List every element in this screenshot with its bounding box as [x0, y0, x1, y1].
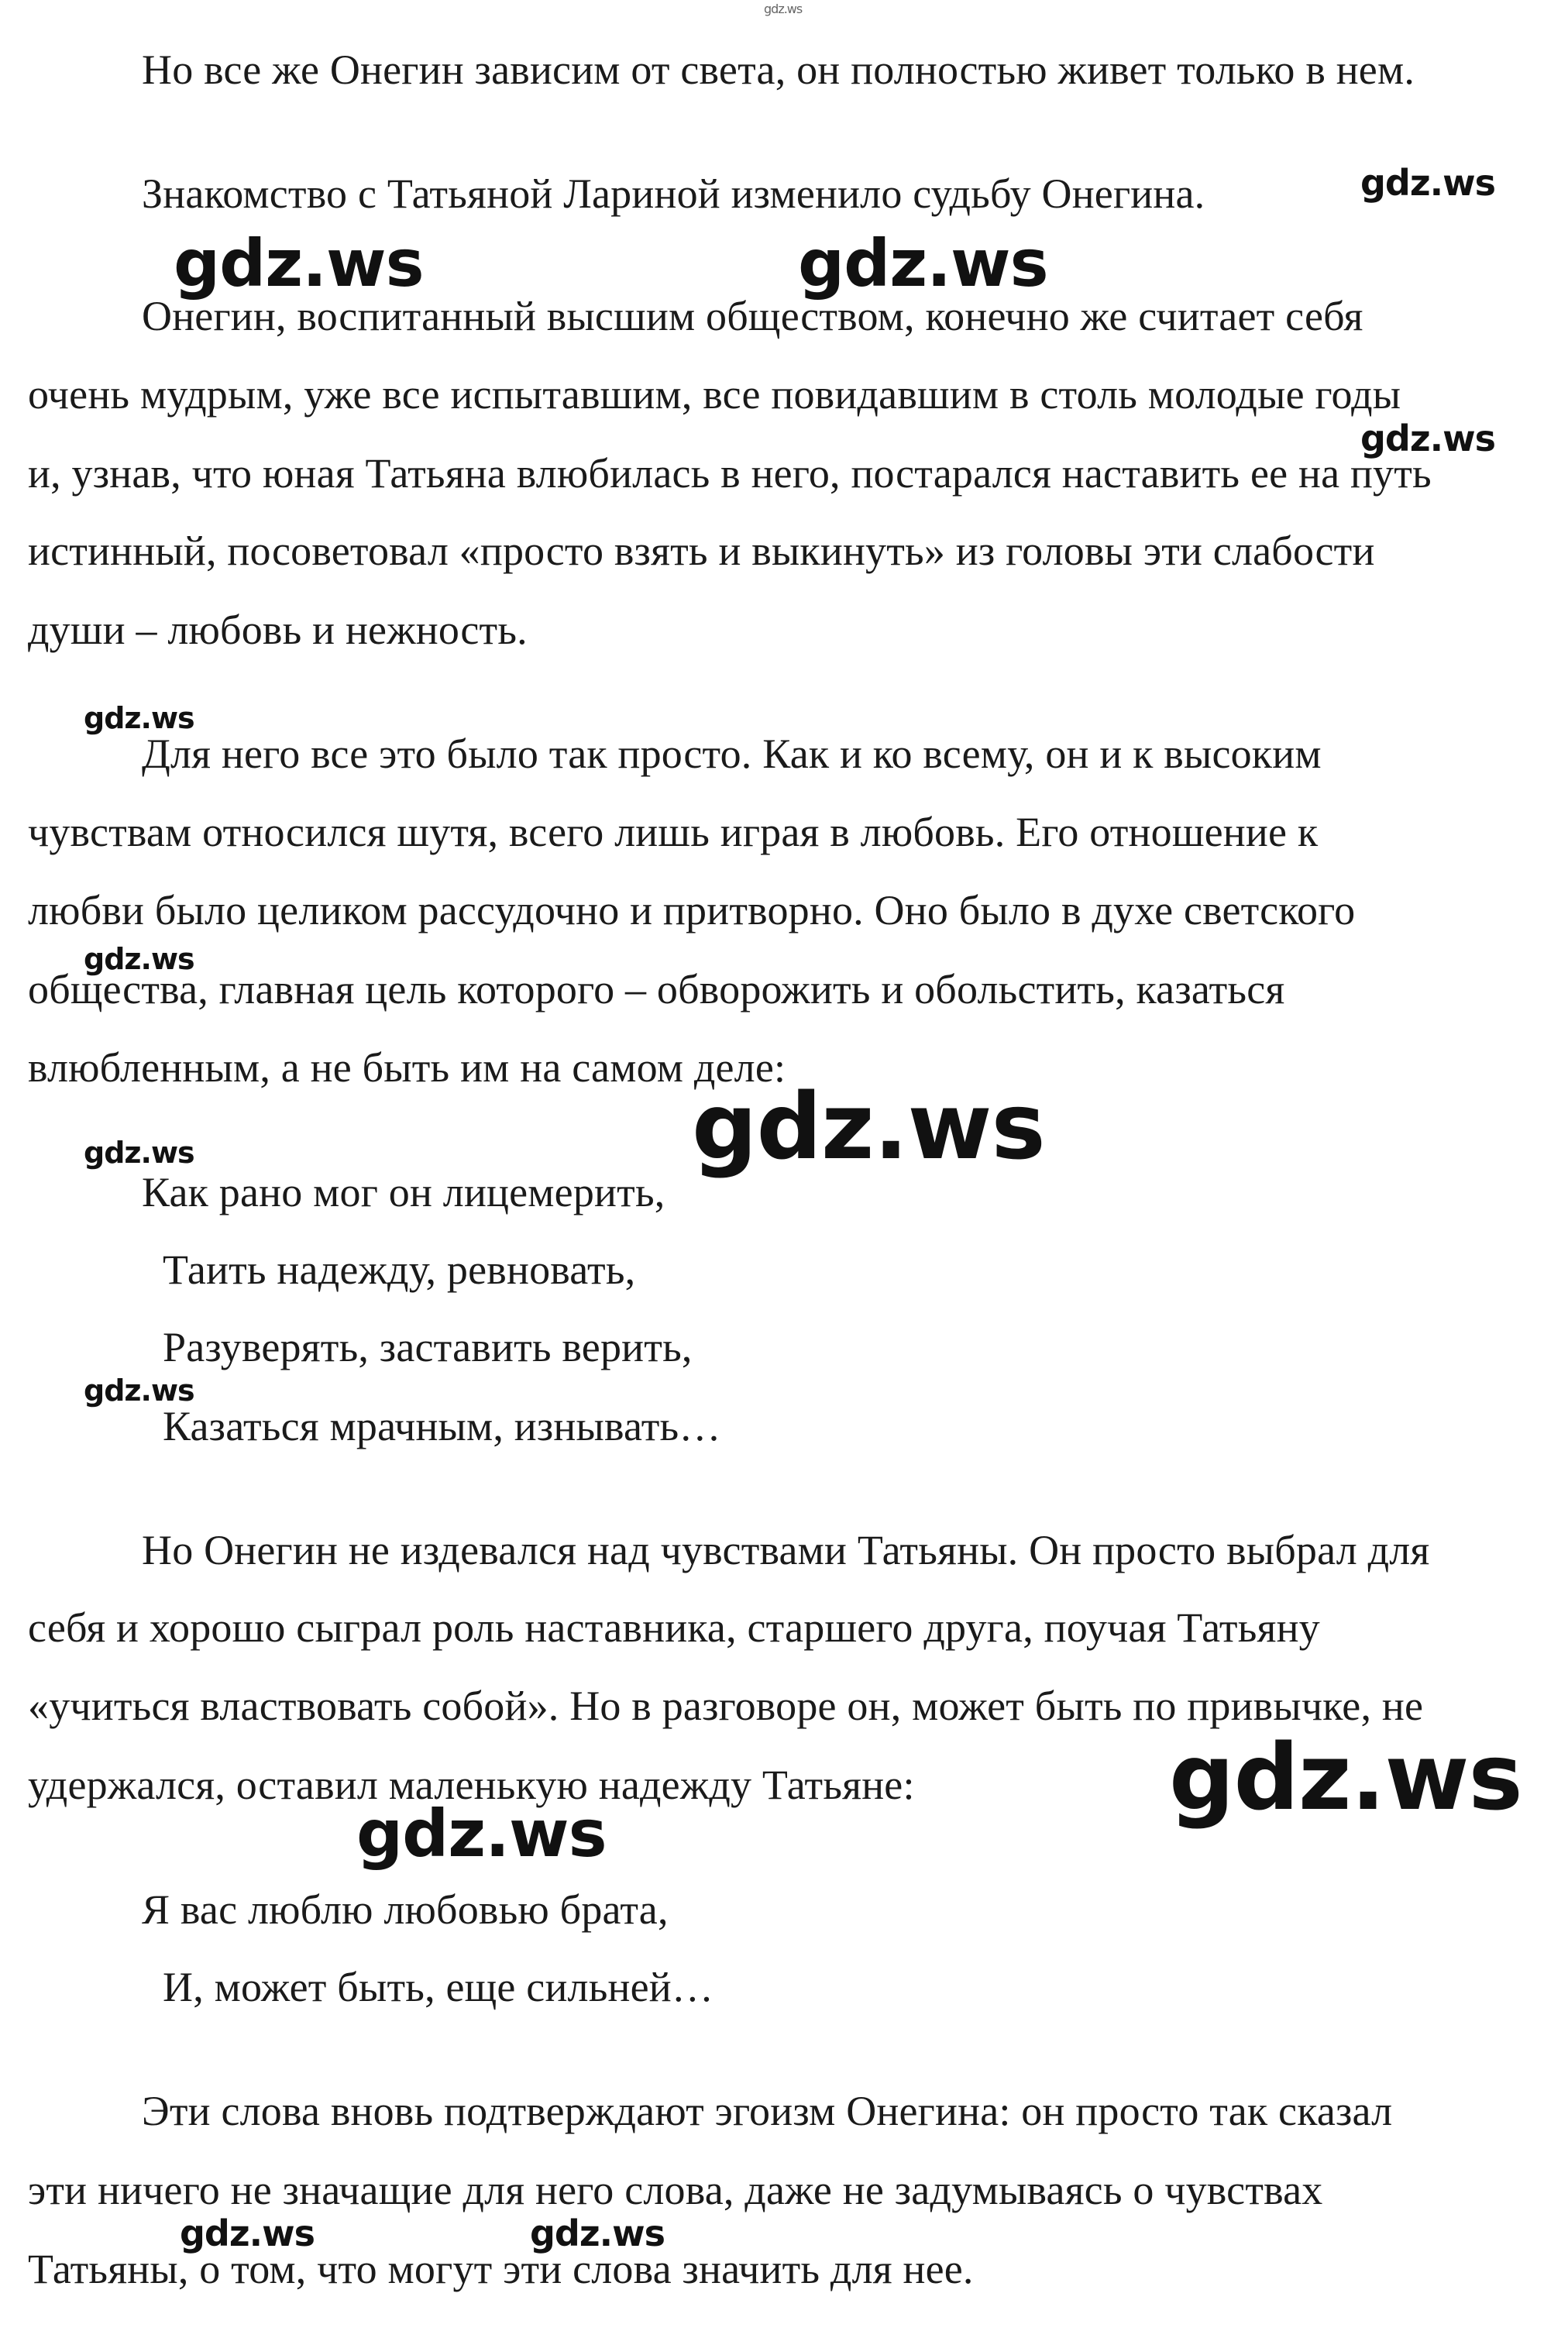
watermark: gdz.ws	[84, 1136, 194, 1170]
watermark: gdz.ws	[1360, 418, 1495, 459]
poem-1-line-4: Казаться мрачным, изнывать…	[163, 1403, 721, 1449]
watermark: gdz.ws	[530, 2212, 665, 2254]
paragraph-4-line-3: любви было целиком рассудочно и притворно. Оно было в духе светского	[28, 887, 1356, 933]
watermark: gdz.ws	[180, 2212, 315, 2254]
watermark: gdz.ws	[84, 942, 194, 976]
paragraph-4-line-1: Для него все это было так просто. Как и ко всему, он и к высоким	[142, 731, 1322, 777]
poem-2-line-1: Я вас люблю любовью брата,	[142, 1886, 669, 1933]
paragraph-3-line-2: очень мудрым, уже все испытавшим, все повидавшим в столь молодые годы	[28, 371, 1401, 418]
poem-2-line-2: И, может быть, еще сильней…	[163, 1964, 714, 2010]
paragraph-3-line-4: истинный, посоветовал «просто взять и выкинуть» из головы эти слабости	[28, 528, 1375, 574]
watermark: gdz.ws	[84, 701, 194, 735]
watermark: gdz.ws	[356, 1796, 607, 1872]
watermark: gdz.ws	[84, 1374, 194, 1408]
paragraph-4-line-5: влюбленным, а не быть им на самом деле:	[28, 1044, 786, 1091]
watermark: gdz.ws	[174, 225, 424, 301]
watermark: gdz.ws	[692, 1073, 1045, 1180]
paragraph-3-line-5: души – любовь и нежность.	[28, 607, 528, 653]
paragraph-6-line-1: Эти слова вновь подтверждают эгоизм Онегина: он просто так сказал	[142, 2088, 1393, 2134]
paragraph-5-line-2: себя и хорошо сыграл роль наставника, старшего друга, поучая Татьяну	[28, 1604, 1320, 1651]
header-watermark: gdz.ws	[764, 2, 803, 16]
watermark: gdz.ws	[1360, 162, 1495, 204]
watermark: gdz.ws	[798, 225, 1048, 301]
paragraph-6-line-2: эти ничего не значащие для него слова, даже не задумываясь о чувствах	[28, 2167, 1323, 2213]
paragraph-3-line-1: Онегин, воспитанный высшим обществом, конечно же считает себя	[142, 293, 1363, 339]
poem-1-line-2: Таить надежду, ревновать,	[163, 1246, 636, 1293]
watermark: gdz.ws	[1169, 1724, 1522, 1831]
paragraph-4-line-4: общества, главная цель которого – обворожить и обольстить, казаться	[28, 966, 1285, 1013]
poem-1-line-1: Как рано мог он лицемерить,	[142, 1169, 665, 1215]
paragraph-2-line-1: Знакомство с Татьяной Лариной изменило судьбу Онегина.	[142, 170, 1205, 217]
paragraph-5-line-3: «учиться властвовать собой». Но в разговоре он, может быть по привычке, не	[28, 1683, 1424, 1729]
paragraph-3-line-3: и, узнав, что юная Татьяна влюбилась в него, постарался наставить ее на путь	[28, 450, 1432, 497]
paragraph-4-line-2: чувствам относился шутя, всего лишь играя в любовь. Его отношение к	[28, 809, 1319, 855]
paragraph-6-line-3: Татьяны, о том, что могут эти слова значить для нее.	[28, 2246, 974, 2292]
poem-1-line-3: Разуверять, заставить верить,	[163, 1324, 693, 1370]
paragraph-5-line-1: Но Онегин не издевался над чувствами Татьяны. Он просто выбрал для	[142, 1527, 1430, 1573]
paragraph-5-line-4: удержался, оставил маленькую надежду Татьяне:	[28, 1762, 915, 1808]
paragraph-1-line-1: Но все же Онегин зависим от света, он полностью живет только в нем.	[142, 46, 1415, 93]
